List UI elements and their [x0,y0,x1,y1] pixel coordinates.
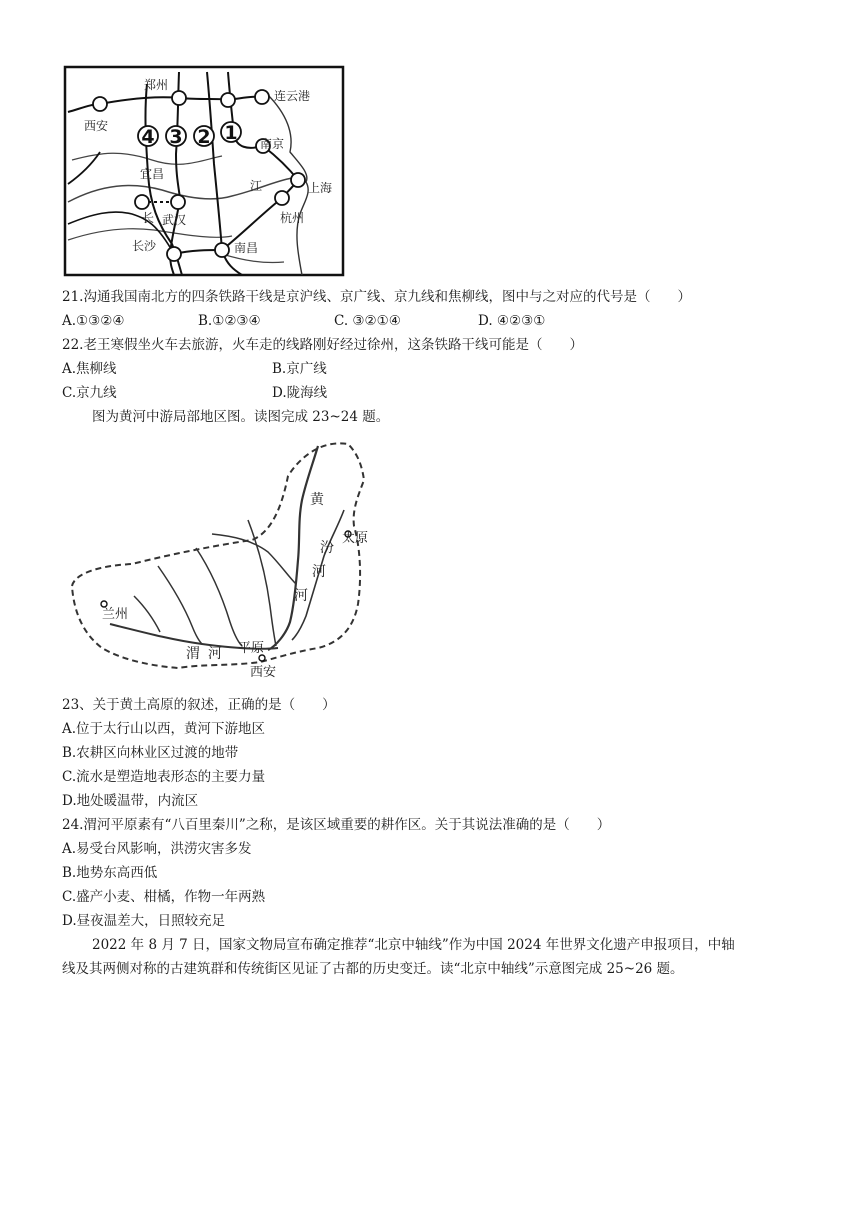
city-marker-lianyungang [255,90,269,104]
intro-25-26-line2: 线及其两侧对称的古建筑群和传统街区见证了古都的历史变迁。读“北京中轴线”示意图完成 25~26 题。 [62,961,684,977]
q21-option-a[interactable]: A.①③②④ [62,313,125,329]
q23-option-a[interactable]: A.位于太行山以西，黄河下游地区 [62,721,266,737]
q24-option-a[interactable]: A.易受台风影响，洪涝灾害多发 [62,841,252,857]
line-number-3: 3 [169,126,183,148]
city-marker-wuhan [171,195,185,209]
q23-option-c[interactable]: C.流水是塑造地表形态的主要力量 [62,769,266,785]
q24-option-b[interactable]: B.地势东高西低 [62,865,158,881]
tributary-1 [134,596,160,632]
label-hangzhou: 杭州 [280,211,305,225]
q22-stem: 22.老王寒假坐火车去旅游，火车走的线路刚好经过徐州，这条铁路干线可能是（ ） [62,337,583,353]
tributary-4 [212,534,296,584]
label-changsha: 长沙 [132,239,157,253]
line-number-4: 4 [141,126,155,148]
label-lanzhou: 兰州 [102,607,129,622]
label-he-fen: 河 [312,564,326,580]
city-marker-xian [93,97,107,111]
label-wuhan: 武汉 [162,213,187,227]
label-jiang: 江 [250,179,263,193]
tributary-2 [158,566,202,644]
q23-option-b[interactable]: B.农耕区向林业区过渡的地带 [62,745,239,761]
intro-23-24: 图为黄河中游局部地区图。读图完成 23~24 题。 [92,409,390,425]
city-marker-yichang [135,195,149,209]
label-huang: 黄 [310,492,324,508]
q21-option-b[interactable]: B.①②③④ [198,313,261,329]
label-xian-2: 西安 [250,665,277,680]
city-marker-zhengzhou [172,91,186,105]
city-marker-hangzhou [275,191,289,205]
intro-25-26-line1: 2022 年 8 月 7 日，国家文物局宣布确定推荐“北京中轴线”作为中国 2024 年世界文化遗产申报项目，中轴 [92,937,735,953]
q24-option-c[interactable]: C.盛产小麦、柑橘，作物一年两熟 [62,889,266,905]
label-nanjing: 南京 [260,137,285,151]
q21-option-d[interactable]: D. ④②③① [478,313,546,329]
yellow-river [268,446,318,650]
q23-stem: 23、关于黄土高原的叙述，正确的是（ ） [62,697,336,713]
label-fen: 汾 [320,540,334,556]
q24-option-d[interactable]: D.昼夜温差大，日照较充足 [62,913,226,929]
label-yichang: 宜昌 [140,167,165,181]
label-taiyuan: 太原 [342,531,369,546]
label-xian: 西安 [84,119,109,133]
label-zhengzhou: 郑州 [144,78,169,92]
q22-option-c[interactable]: C.京九线 [62,385,117,401]
city-marker-nanchang [215,243,229,257]
tributary-5 [248,520,276,646]
q22-option-a[interactable]: A.焦柳线 [62,361,117,377]
line-number-1: 1 [224,122,238,144]
city-marker-changsha [167,247,181,261]
label-wei: 渭 [186,646,200,662]
label-shanghai: 上海 [308,181,333,195]
label-he-wei: 河 [208,646,222,662]
label-nanchang: 南昌 [234,241,259,255]
yellow-river-map [62,436,392,686]
line-number-2: 2 [197,126,211,148]
q21-stem: 21.沟通我国南北方的四条铁路干线是京沪线、京广线、京九线和焦柳线，图中与之对应的代号是（ ） [62,289,691,305]
label-lianyungang: 连云港 [274,89,311,103]
q24-stem: 24.渭河平原素有“八百里秦川”之称，是该区域重要的耕作区。关于其说法准确的是（ ） [62,817,611,833]
label-chang: 长 [142,211,155,225]
city-marker-junction [221,93,235,107]
railway-map [62,64,352,280]
q22-option-b[interactable]: B.京广线 [272,361,327,377]
tributary-3 [196,548,242,646]
q22-option-d[interactable]: D.陇海线 [272,385,328,401]
label-he-huang: 河 [294,588,308,604]
label-pingyuan: 平原 [238,641,265,656]
q23-option-d[interactable]: D.地处暖温带，内流区 [62,793,199,809]
city-marker-shanghai [291,173,305,187]
q21-option-c[interactable]: C. ③②①④ [334,313,401,329]
